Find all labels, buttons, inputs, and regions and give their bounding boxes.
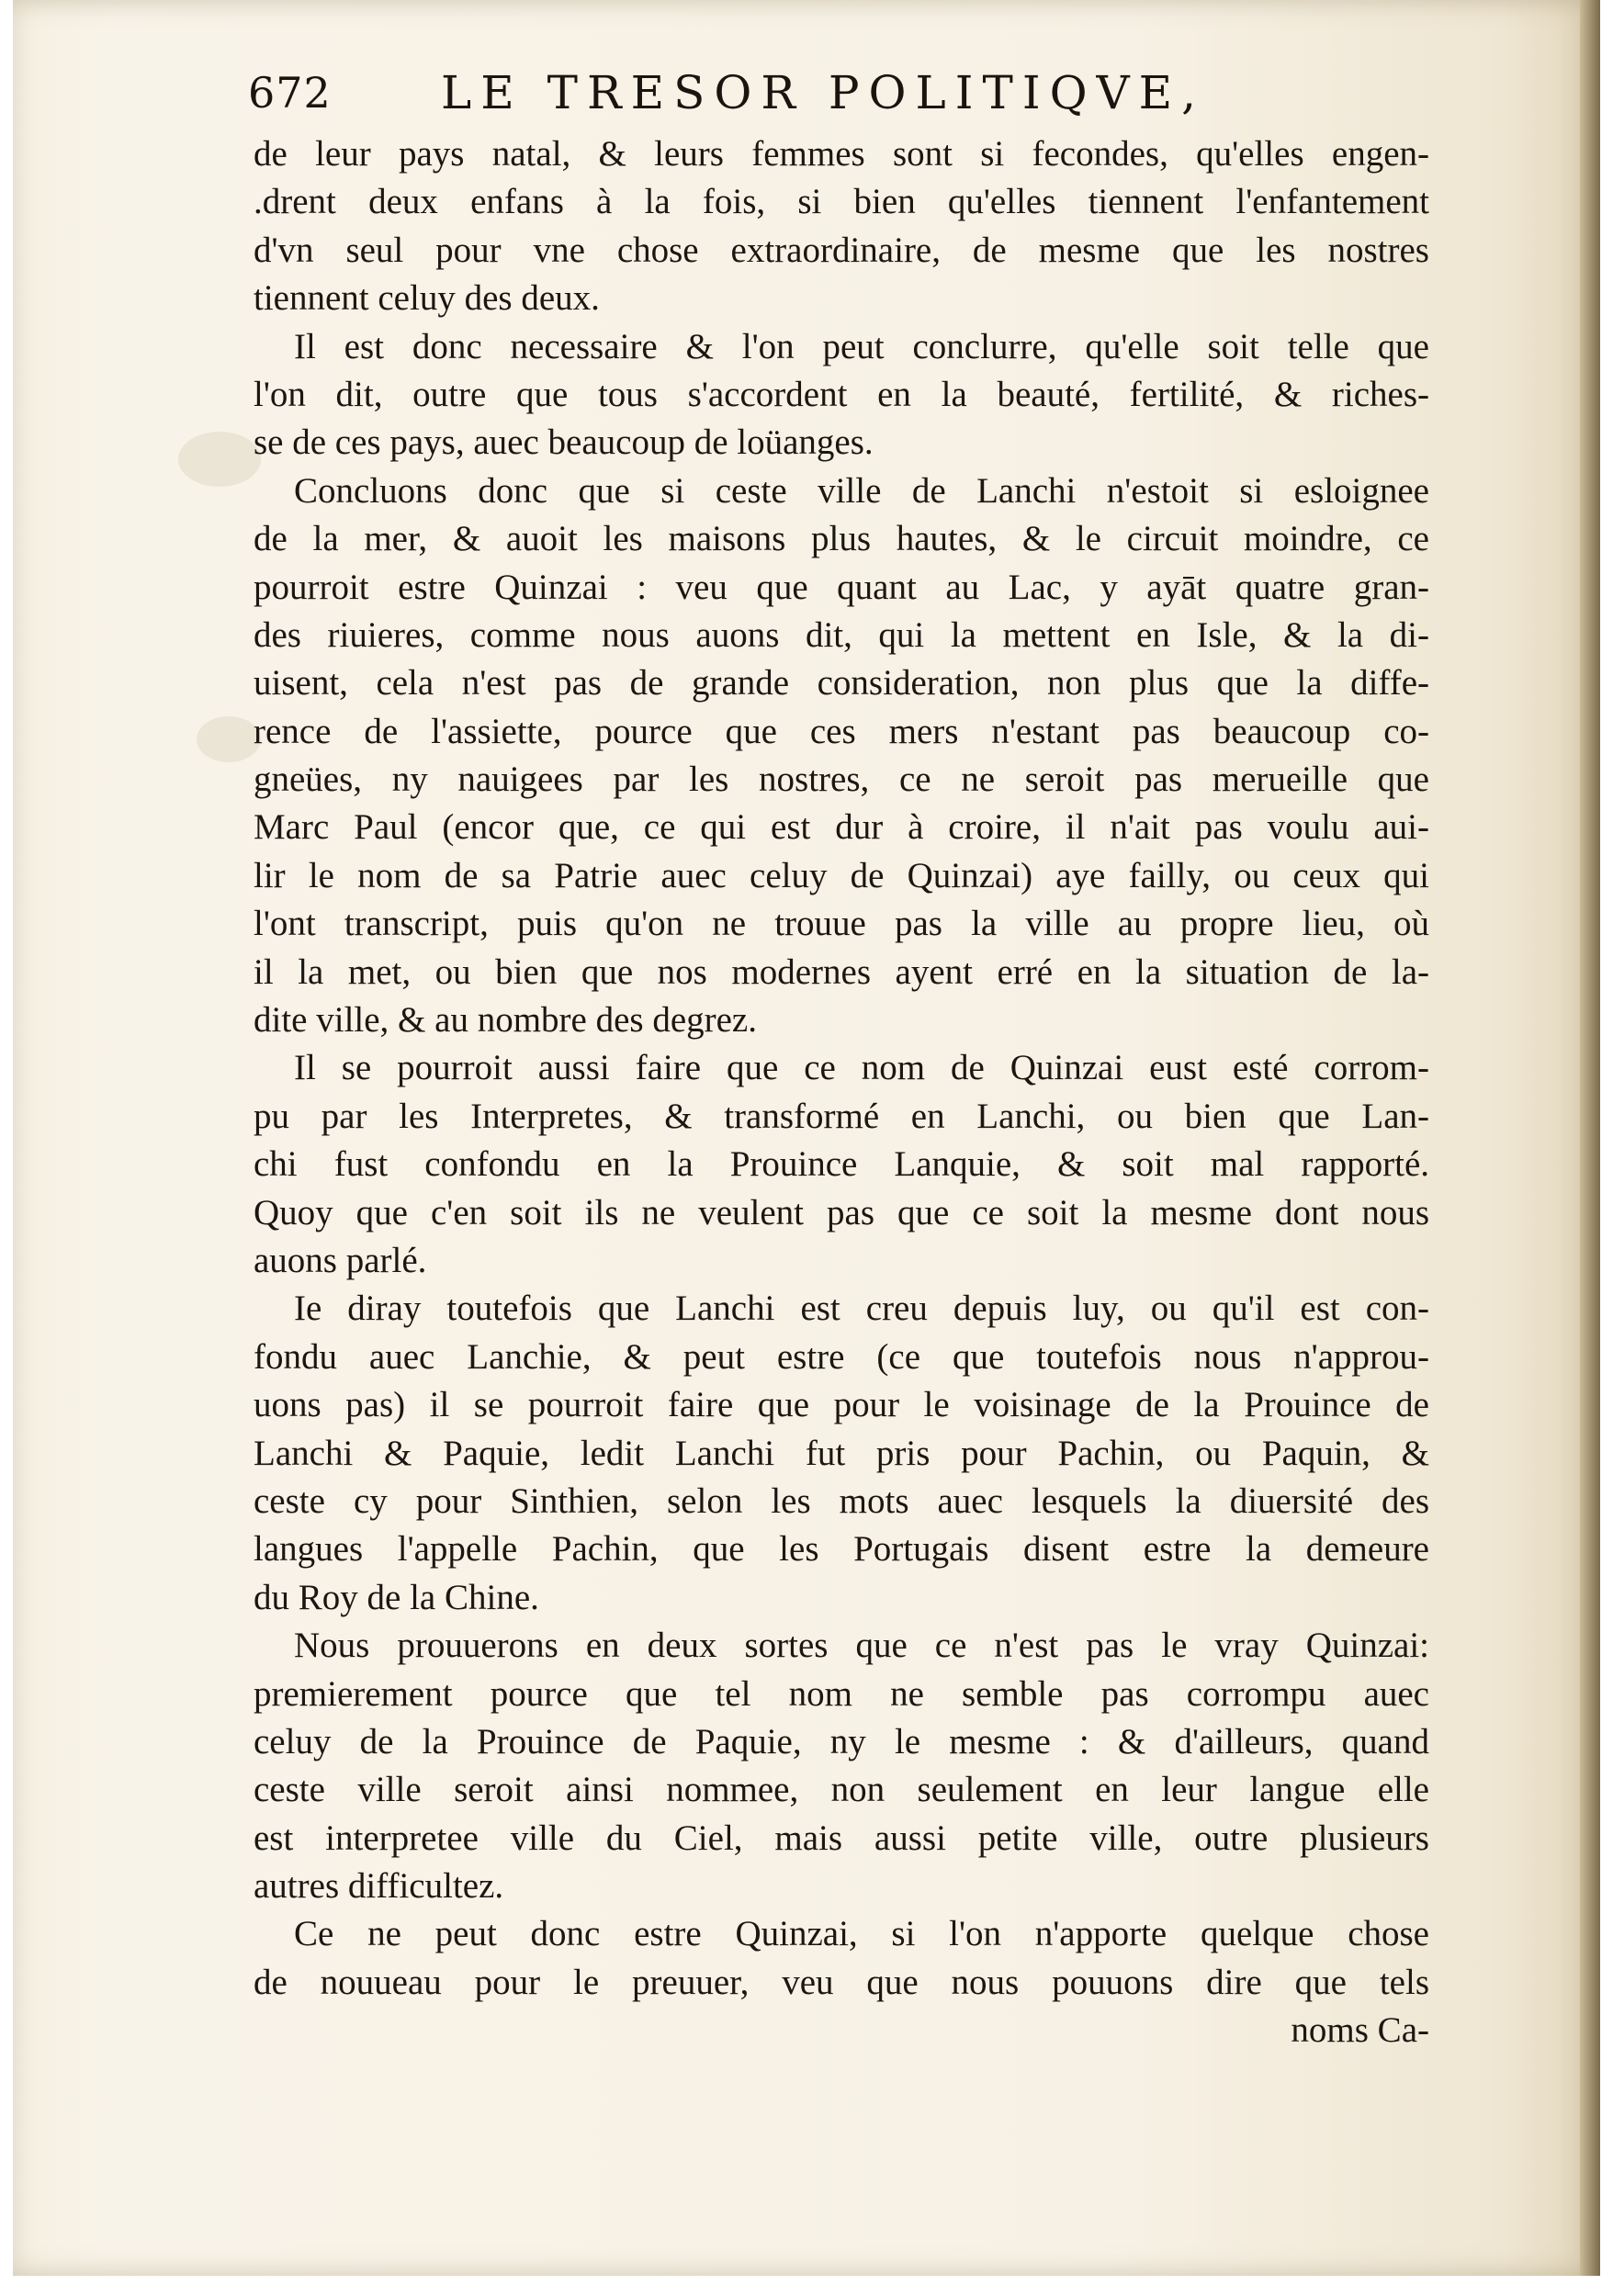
text-line: rence de l'assiette, pource que ces mers n'estant pas beaucoup co- bbox=[254, 711, 1429, 751]
text-line: pourroit estre Quinzai : veu que quant au Lac, y ayāt quatre gran- bbox=[254, 567, 1429, 607]
running-title: LE TRESOR POLITIQVE, bbox=[441, 66, 1206, 119]
text-line: uons pas) il se pourroit faire que pour le voisinage de la Prouince de bbox=[254, 1385, 1429, 1425]
text-line: Nous prouuerons en deux sortes que ce n'est pas le vray Quinzai: bbox=[294, 1626, 1429, 1666]
text-line: chi fust confondu en la Prouince Lanquie, & soit mal rapporté. bbox=[254, 1144, 1429, 1185]
text-line: lir le nom de sa Patrie auec celuy de Quinzai) aye failly, ou ceux qui bbox=[254, 855, 1429, 895]
text-line: du Roy de la Chine. bbox=[254, 1577, 539, 1617]
text-line: dite ville, & au nombre des degrez. bbox=[254, 1000, 757, 1041]
text-line: l'ont transcript, puis qu'on ne trouue pas la ville au propre lieu, où bbox=[254, 904, 1429, 944]
text-line: premierement pource que tel nom ne semble pas corrompu auec bbox=[254, 1673, 1429, 1714]
paper-stain bbox=[197, 716, 261, 762]
page-header bbox=[248, 61, 1433, 125]
text-line: uisent, cela n'est pas de grande consideration, non plus que la diffe- bbox=[254, 663, 1429, 703]
text-line: Concluons donc que si ceste ville de Lanchi n'estoit si esloignee bbox=[294, 470, 1429, 511]
paper-stain bbox=[178, 432, 261, 487]
text-line: Lanchi & Paquie, ledit Lanchi fut pris pour Pachin, ou Paquin, & bbox=[254, 1433, 1429, 1473]
text-line: ceste cy pour Sinthien, selon les mots auec lesquels la diuersité des bbox=[254, 1480, 1429, 1521]
text-line: autres difficultez. bbox=[254, 1866, 504, 1907]
text-line: tiennent celuy des deux. bbox=[254, 278, 600, 319]
text-line: Marc Paul (encor que, ce qui est dur à croire, il n'ait pas voulu aui- bbox=[254, 807, 1429, 848]
text-line: auons parlé. bbox=[254, 1240, 427, 1280]
text-line: pu par les Interpretes, & transformé en Lanchi, ou bien que Lan- bbox=[254, 1096, 1429, 1136]
text-line: Ie diray toutefois que Lanchi est creu depuis luy, ou qu'il est con- bbox=[294, 1289, 1429, 1329]
text-line: de la mer, & auoit les maisons plus hautes, & le circuit moindre, ce bbox=[254, 519, 1429, 559]
text-line: gneües, ny nauigees par les nostres, ce ne seroit pas merueille que bbox=[254, 760, 1429, 800]
text-line: des riuieres, comme nous auons dit, qui la mettent en Isle, & la di- bbox=[254, 614, 1429, 655]
text-line: Il est donc necessaire & l'on peut conclurre, qu'elle soit telle que bbox=[294, 326, 1429, 366]
body-text bbox=[254, 130, 1429, 2055]
text-line: de nouueau pour le preuuer, veu que nous pouuons dire que tels bbox=[254, 1962, 1429, 2002]
text-line: ceste ville seroit ainsi nommee, non seulement en leur langue elle bbox=[254, 1770, 1429, 1810]
text-line: Il se pourroit aussi faire que ce nom de Quinzai eust esté corrom- bbox=[294, 1048, 1429, 1088]
catchword: noms Ca- bbox=[1291, 2010, 1429, 2051]
text-line: de leur pays natal, & leurs femmes sont si fecondes, qu'elles engen- bbox=[254, 134, 1429, 174]
text-line: se de ces pays, auec beaucoup de loüanges. bbox=[254, 422, 874, 463]
page-gutter-shadow bbox=[1580, 0, 1600, 2276]
text-line: d'vn seul pour vne chose extraordinaire, de mesme que les nostres bbox=[254, 230, 1429, 270]
text-line: fondu auec Lanchie, & peut estre (ce que toutefois nous n'approu- bbox=[254, 1336, 1429, 1377]
text-line: Ce ne peut donc estre Quinzai, si l'on n'apporte quelque chose bbox=[294, 1914, 1429, 1954]
text-line: Quoy que c'en soit ils ne veulent pas que ce soit la mesme dont nous bbox=[254, 1192, 1429, 1232]
text-line: il la met, ou bien que nos modernes ayent erré en la situation de la- bbox=[254, 951, 1429, 992]
text-line: l'on dit, outre que tous s'accordent en la beauté, fertilité, & riches- bbox=[254, 374, 1429, 414]
text-line: .drent deux enfans à la fois, si bien qu'elles tiennent l'enfantement bbox=[254, 182, 1429, 222]
text-line: langues l'appelle Pachin, que les Portugais disent estre la demeure bbox=[254, 1529, 1429, 1570]
text-line: celuy de la Prouince de Paquie, ny le mesme : & d'ailleurs, quand bbox=[254, 1721, 1429, 1761]
text-line: est interpretee ville du Ciel, mais aussi petite ville, outre plusieurs bbox=[254, 1818, 1429, 1858]
page-number: 672 bbox=[248, 68, 332, 118]
